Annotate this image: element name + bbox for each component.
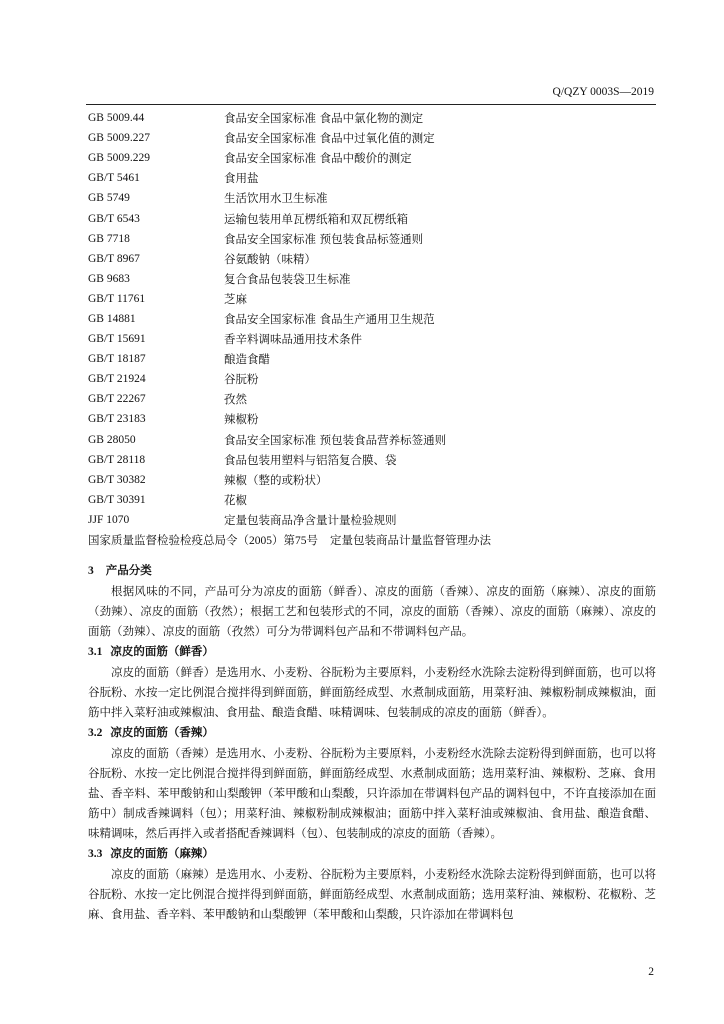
subsection-3-1-text: 凉皮的面筋（鲜香）是选用水、小麦粉、谷朊粉为主要原料，小麦粉经水洗除去淀粉得到鲜面筋，也可以将谷朊粉、水按一定比例混合搅拌得到鲜面筋，鲜面筋经成型、水煮制成面筋，用菜籽油、辣椒粉制成辣椒油，面筋中拌入菜籽油或辣椒油、食用盐、酿造食醋、味精调味、包装制成的凉皮的面筋（鲜香）。 bbox=[88, 665, 656, 719]
reference-row bbox=[88, 329, 648, 349]
reference-row bbox=[88, 510, 648, 530]
reference-code: JJF 1070 bbox=[88, 513, 130, 526]
reference-row bbox=[88, 208, 648, 228]
reference-code: GB 9683 bbox=[88, 272, 130, 285]
reference-title: 辣椒粉 bbox=[224, 412, 259, 427]
section-3-intro: 根据风味的不同，产品可分为凉皮的面筋（鲜香）、凉皮的面筋（香辣）、凉皮的面筋（麻辣）、凉皮的面筋（劲辣）、凉皮的面筋（孜然）；根据工艺和包装形式的不同，凉皮的面筋（香辣）、凉皮的面筋（麻辣）、凉皮的面筋（劲辣）、凉皮的面筋（孜然）可分为带调料包产品和不带调料包产品。 bbox=[88, 584, 656, 638]
reference-code: GB/T 28118 bbox=[88, 453, 146, 466]
reference-row bbox=[88, 249, 648, 269]
reference-row bbox=[88, 108, 648, 128]
reference-title: 食品安全国家标准 食品中酸价的测定 bbox=[224, 151, 412, 166]
reference-code: 国家质量监督检验检疫总局令（2005）第75号 bbox=[88, 535, 318, 548]
reference-code: GB 14881 bbox=[88, 312, 136, 325]
reference-title: 谷朊粉 bbox=[224, 372, 259, 387]
reference-code: GB 5749 bbox=[88, 192, 130, 205]
subsection-3-2-text: 凉皮的面筋（香辣）是选用水、小麦粉、谷朊粉为主要原料，小麦粉经水洗除去淀粉得到鲜面筋，也可以将谷朊粉、水按一定比例混合搅拌得到鲜面筋，鲜面筋经成型、水煮制成面筋；选用菜籽油、辣椒粉、芝麻、食用盐、香辛料、苯甲酸钠和山梨酸钾（苯甲酸和山梨酸，只许添加在带调料包产品的调料包中，不许直接添加在面筋中）制成香辣调料（包）；用菜籽油、辣椒粉制成辣椒油；面筋中拌入菜籽油或辣椒油、食用盐、酿造食醋、味精调味，然后再拌入或者搭配香辣调料（包）、包装制成的凉皮的面筋（香辣）。 bbox=[88, 746, 656, 840]
reference-title: 生活饮用水卫生标准 bbox=[224, 191, 328, 206]
reference-title: 食品安全国家标准 食品中过氧化值的测定 bbox=[224, 131, 435, 146]
reference-code: GB/T 30382 bbox=[88, 473, 146, 486]
reference-code: GB/T 21924 bbox=[88, 373, 146, 386]
reference-title: 食品安全国家标准 预包装食品营养标签通则 bbox=[224, 432, 447, 447]
subsection-number: 3.3 bbox=[88, 848, 103, 860]
reference-code: GB/T 11761 bbox=[88, 292, 146, 305]
reference-row bbox=[88, 409, 648, 429]
reference-row bbox=[88, 470, 648, 490]
reference-code: GB/T 5461 bbox=[88, 172, 140, 185]
reference-title: 食品包装用塑料与铝箔复合膜、袋 bbox=[224, 452, 397, 467]
reference-code: GB 7718 bbox=[88, 232, 130, 245]
subsection-title: 凉皮的面筋（麻辣） bbox=[110, 846, 214, 860]
page-number: 2 bbox=[648, 966, 654, 978]
reference-code: GB/T 30391 bbox=[88, 493, 146, 506]
subsection-number: 3.2 bbox=[88, 727, 103, 739]
reference-title: 酿造食醋 bbox=[224, 352, 270, 367]
section-3 bbox=[88, 558, 656, 924]
reference-title: 食品安全国家标准 食品生产通用卫生规范 bbox=[224, 311, 435, 326]
reference-row bbox=[88, 349, 648, 369]
reference-title: 复合食品包装袋卫生标准 bbox=[224, 271, 351, 286]
reference-row bbox=[88, 269, 648, 289]
reference-row-decree bbox=[88, 530, 648, 550]
reference-code: GB/T 23183 bbox=[88, 413, 146, 426]
reference-title: 辣椒（整的或粉状） bbox=[224, 472, 328, 487]
subsection-number: 3.1 bbox=[88, 646, 103, 658]
reference-title: 食用盐 bbox=[224, 171, 259, 186]
header-rule bbox=[86, 104, 656, 105]
subsection-3-2-heading bbox=[88, 722, 656, 743]
reference-code: GB/T 18187 bbox=[88, 353, 146, 366]
reference-row bbox=[88, 289, 648, 309]
reference-row bbox=[88, 128, 648, 148]
normative-references-list bbox=[88, 108, 648, 550]
reference-code: GB/T 6543 bbox=[88, 212, 140, 225]
reference-row bbox=[88, 148, 648, 168]
reference-title: 香辛料调味品通用技术条件 bbox=[224, 332, 362, 347]
reference-title: 花椒 bbox=[224, 492, 247, 507]
reference-row bbox=[88, 168, 648, 188]
reference-title: 定量包装商品净含量计量检验规则 bbox=[224, 512, 397, 527]
reference-code: GB 5009.229 bbox=[88, 152, 150, 165]
subsection-3-1-heading bbox=[88, 641, 656, 662]
section-3-heading bbox=[88, 560, 656, 581]
reference-title: 孜然 bbox=[224, 392, 247, 407]
reference-title: 食品安全国家标准 食品中氯化物的测定 bbox=[224, 111, 424, 126]
reference-title: 运输包装用单瓦楞纸箱和双瓦楞纸箱 bbox=[224, 211, 408, 226]
subsection-3-3-text: 凉皮的面筋（麻辣）是选用水、小麦粉、谷朊粉为主要原料，小麦粉经水洗除去淀粉得到鲜面筋，也可以将谷朊粉、水按一定比例混合搅拌得到鲜面筋，鲜面筋经成型、水煮制成面筋；选用菜籽油、辣椒粉、花椒粉、芝麻、食用盐、香辛料、苯甲酸钠和山梨酸钾（苯甲酸和山梨酸，只许添加在带调料包 bbox=[88, 867, 656, 921]
reference-title: 食品安全国家标准 预包装食品标签通则 bbox=[224, 231, 424, 246]
subsection-title: 凉皮的面筋（香辣） bbox=[110, 725, 214, 739]
reference-row bbox=[88, 229, 648, 249]
reference-title: 定量包装商品计量监督管理办法 bbox=[330, 533, 491, 548]
reference-code: GB/T 22267 bbox=[88, 393, 146, 406]
section-title: 产品分类 bbox=[105, 563, 152, 577]
document-code: Q/QZY 0003S—2019 bbox=[552, 86, 654, 98]
reference-row bbox=[88, 188, 648, 208]
reference-row bbox=[88, 450, 648, 470]
reference-title: 芝麻 bbox=[224, 291, 247, 306]
reference-row bbox=[88, 389, 648, 409]
section-number: 3 bbox=[88, 565, 94, 577]
reference-title: 谷氨酸钠（味精） bbox=[224, 251, 316, 266]
reference-code: GB/T 8967 bbox=[88, 252, 140, 265]
subsection-title: 凉皮的面筋（鲜香） bbox=[110, 644, 214, 658]
reference-row bbox=[88, 430, 648, 450]
subsection-3-3-heading bbox=[88, 843, 656, 864]
reference-row bbox=[88, 490, 648, 510]
reference-row bbox=[88, 309, 648, 329]
reference-row bbox=[88, 369, 648, 389]
reference-code: GB 5009.44 bbox=[88, 112, 145, 125]
reference-code: GB 5009.227 bbox=[88, 132, 150, 145]
reference-code: GB/T 15691 bbox=[88, 333, 146, 346]
reference-code: GB 28050 bbox=[88, 433, 136, 446]
